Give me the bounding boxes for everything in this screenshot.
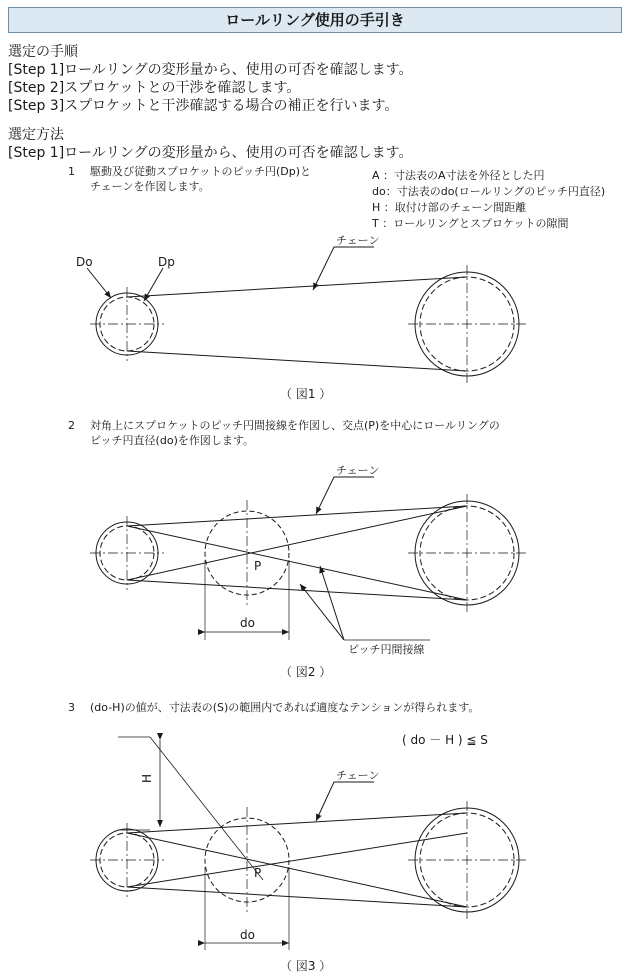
fig2-chain-bottom	[127, 580, 467, 600]
figure-3	[90, 737, 526, 950]
procedure-heading: 選定の手順	[8, 44, 78, 60]
fig3-label-p: P	[254, 866, 262, 880]
fig3-label-do: do	[240, 928, 255, 942]
fig2-caption: （ 図2 ）	[280, 665, 332, 679]
fig3-chain-leader	[316, 782, 374, 821]
procedure-step-2: [Step 2]スプロケットとの干渉を確認します。	[8, 80, 301, 96]
fig1-label-do: Do	[76, 255, 93, 269]
method-step-1: [Step 1]ロールリングの変形量から、使用の可否を確認します。	[8, 145, 413, 161]
procedure-step-1: [Step 1]ロールリングの変形量から、使用の可否を確認します。	[8, 62, 413, 78]
fig3-label-h: H	[140, 773, 154, 783]
figure-1	[87, 247, 526, 383]
formula: ( do － H ) ≦ S	[402, 733, 488, 747]
fig3-h-extension-line	[150, 737, 263, 880]
fig2-chain-leader	[316, 477, 374, 514]
fig1-chain-top	[127, 277, 467, 297]
item3-text-line1: (do-H)の値が、寸法表の(S)の範囲内であれば適度なテンションが得られます。	[90, 701, 480, 714]
fig2-label-p: P	[254, 559, 262, 573]
legend-t: T ：ロールリングとスプロケットの隙間	[372, 217, 569, 230]
fig2-label-chain: チェーン	[336, 464, 380, 477]
fig1-chain-leader	[313, 247, 374, 290]
fig2-tangent-leader-2	[320, 566, 344, 640]
fig2-label-do: do	[240, 616, 255, 630]
legend-a: A ：寸法表のA寸法を外径とした円	[372, 169, 545, 182]
item1-text-line1: 駆動及び従動スプロケットのピッチ円(Dp)と	[90, 165, 312, 178]
legend-h: H ：取付け部のチェーン間距離	[372, 201, 527, 214]
fig1-caption: （ 図1 ）	[280, 387, 332, 401]
fig2-label-tangent: ピッチ円間接線	[348, 643, 425, 656]
item2-text-line1: 対角上にスプロケットのピッチ円間接線を作図し、交点(P)を中心にロールリングの	[90, 419, 500, 432]
fig1-chain-bottom	[127, 351, 467, 371]
fig3-chain-top	[127, 813, 467, 833]
fig2-chain-top	[127, 506, 467, 526]
method-heading: 選定方法	[8, 127, 64, 143]
procedure-step-3: [Step 3]スプロケットと干渉確認する場合の補正を行います。	[8, 98, 399, 114]
legend-do: do：寸法表のdo(ロールリングのピッチ円直径)	[372, 185, 606, 198]
page-title: ロールリング使用の手引き	[8, 7, 622, 33]
item3-number: 3	[68, 701, 75, 714]
fig1-label-dp: Dp	[158, 255, 175, 269]
item1-number: 1	[68, 165, 75, 178]
item2-number: 2	[68, 419, 75, 432]
fig3-label-chain: チェーン	[336, 769, 380, 782]
fig1-do-leader	[87, 268, 111, 298]
fig3-caption: （ 図3 ）	[280, 959, 332, 973]
item1-text-line2: チェーンを作図します。	[90, 180, 210, 193]
item2-text-line2: ピッチ円直径(do)を作図します。	[90, 434, 254, 447]
figure-2	[90, 477, 526, 640]
fig1-dp-leader	[144, 268, 163, 301]
fig1-label-chain: チェーン	[336, 234, 380, 247]
fig3-chain-bottom	[127, 887, 467, 907]
